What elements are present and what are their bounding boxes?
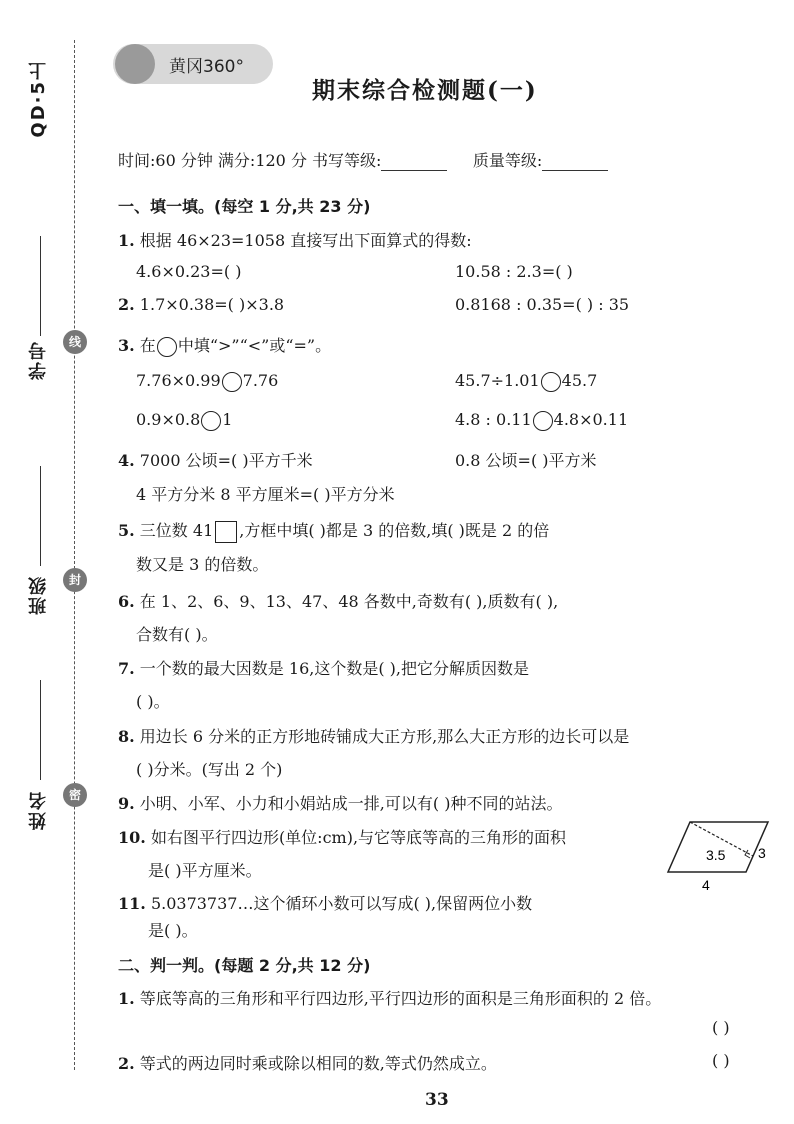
base-label: 4 xyxy=(702,877,710,893)
q7-line-2: ( )。 xyxy=(136,692,170,711)
student-id-field[interactable] xyxy=(40,236,41,336)
binding-mark-seal: 封 xyxy=(63,568,87,592)
q7-line-1: 7. 一个数的最大因数是 16,这个数是( ),把它分解质因数是 xyxy=(118,659,529,678)
q3-text: 3. 在 中填“>”“<”或“=”。 xyxy=(118,336,332,355)
compare-circle[interactable] xyxy=(222,372,242,392)
q2-part-a: 2. 1.7×0.38=( )×3.8 xyxy=(118,295,285,314)
class-label: 班级 xyxy=(28,575,49,615)
compare-circle[interactable] xyxy=(541,372,561,392)
circle-icon xyxy=(157,337,177,357)
compare-circle[interactable] xyxy=(533,411,553,431)
s2-q2-text: 2. 等式的两边同时乘或除以相同的数,等式仍然成立。 xyxy=(118,1054,497,1073)
q3-part-a: 7.76×0.99 7.76 xyxy=(136,371,279,390)
q1-part-a: 4.6×0.23=( ) xyxy=(136,262,242,281)
section-1-heading: 一、填一填。(每空 1 分,共 23 分) xyxy=(118,197,371,216)
q1-part-b: 10.58 : 2.3=( ) xyxy=(455,262,573,281)
q11-line-2: 是( )。 xyxy=(148,921,198,940)
q4-part-a: 4. 7000 公顷=( )平方千米 xyxy=(118,451,313,470)
q4-part-c: 4 平方分米 8 平方厘米=( )平方分米 xyxy=(136,485,395,504)
q3-part-b: 45.7÷1.01 45.7 xyxy=(455,371,598,390)
q10-line-2: 是( )平方厘米。 xyxy=(148,861,262,880)
name-label: 姓名 xyxy=(28,790,49,830)
series-code: QD·5上 xyxy=(28,60,49,138)
binding-mark-line: 线 xyxy=(63,330,87,354)
q10-line-1: 10. 如右图平行四边形(单位:cm),与它等底等高的三角形的面积 xyxy=(118,828,567,847)
s2-q1-text: 1. 等底等高的三角形和平行四边形,平行四边形的面积是三角形面积的 2 倍。 xyxy=(118,989,662,1008)
s2-q1-answer[interactable]: ( ) xyxy=(712,1018,730,1037)
side-label: 3 xyxy=(758,845,766,861)
q1-text: 1. 根据 46×23=1058 直接写出下面算式的得数: xyxy=(118,231,472,250)
brand-logo-text: 黄冈360° xyxy=(169,57,244,77)
page-number: 33 xyxy=(425,1090,449,1110)
q3-part-c: 0.9×0.8 1 xyxy=(136,410,233,429)
class-field[interactable] xyxy=(40,466,41,566)
brand-logo xyxy=(113,44,273,84)
s2-q2-answer[interactable]: ( ) xyxy=(712,1051,730,1070)
section-2-heading: 二、判一判。(每题 2 分,共 12 分) xyxy=(118,956,371,975)
blank-box[interactable] xyxy=(215,521,237,543)
q5-line-1: 5. 三位数 41 ,方框中填( )都是 3 的倍数,填( )既是 2 的倍 xyxy=(118,518,549,543)
q4-part-b: 0.8 公顷=( )平方米 xyxy=(455,451,597,470)
q2-part-b: 0.8168 : 0.35=( ) : 35 xyxy=(455,295,630,314)
q9-text: 9. 小明、小军、小力和小娟站成一排,可以有( )种不同的站法。 xyxy=(118,794,563,813)
compare-circle[interactable] xyxy=(201,411,221,431)
q6-line-1: 6. 在 1、2、6、9、13、47、48 各数中,奇数有( ),质数有( ), xyxy=(118,592,559,611)
height-label: 3.5 xyxy=(706,847,726,863)
q8-line-1: 8. 用边长 6 分米的正方形地砖铺成大正方形,那么大正方形的边长可以是 xyxy=(118,727,630,746)
name-field[interactable] xyxy=(40,680,41,780)
binding-cut-line xyxy=(74,40,75,1070)
page-title: 期末综合检测题(一) xyxy=(312,77,538,104)
mascot-icon xyxy=(115,44,155,84)
q5-line-2: 数又是 3 的倍数。 xyxy=(136,555,269,574)
q8-line-2: ( )分米。(写出 2 个) xyxy=(136,760,283,779)
binding-mark-secret: 密 xyxy=(63,783,87,807)
student-id-label: 学号 xyxy=(28,340,49,380)
q11-line-1: 11. 5.0373737…这个循环小数可以写成( ),保留两位小数 xyxy=(118,894,533,913)
q6-line-2: 合数有( )。 xyxy=(136,625,218,644)
q3-part-d: 4.8 : 0.11 4.8×0.11 xyxy=(455,410,629,429)
parallelogram-figure xyxy=(662,816,772,896)
exam-info: 时间:60 分钟 满分:120 分 书写等级: 质量等级: xyxy=(118,148,608,171)
